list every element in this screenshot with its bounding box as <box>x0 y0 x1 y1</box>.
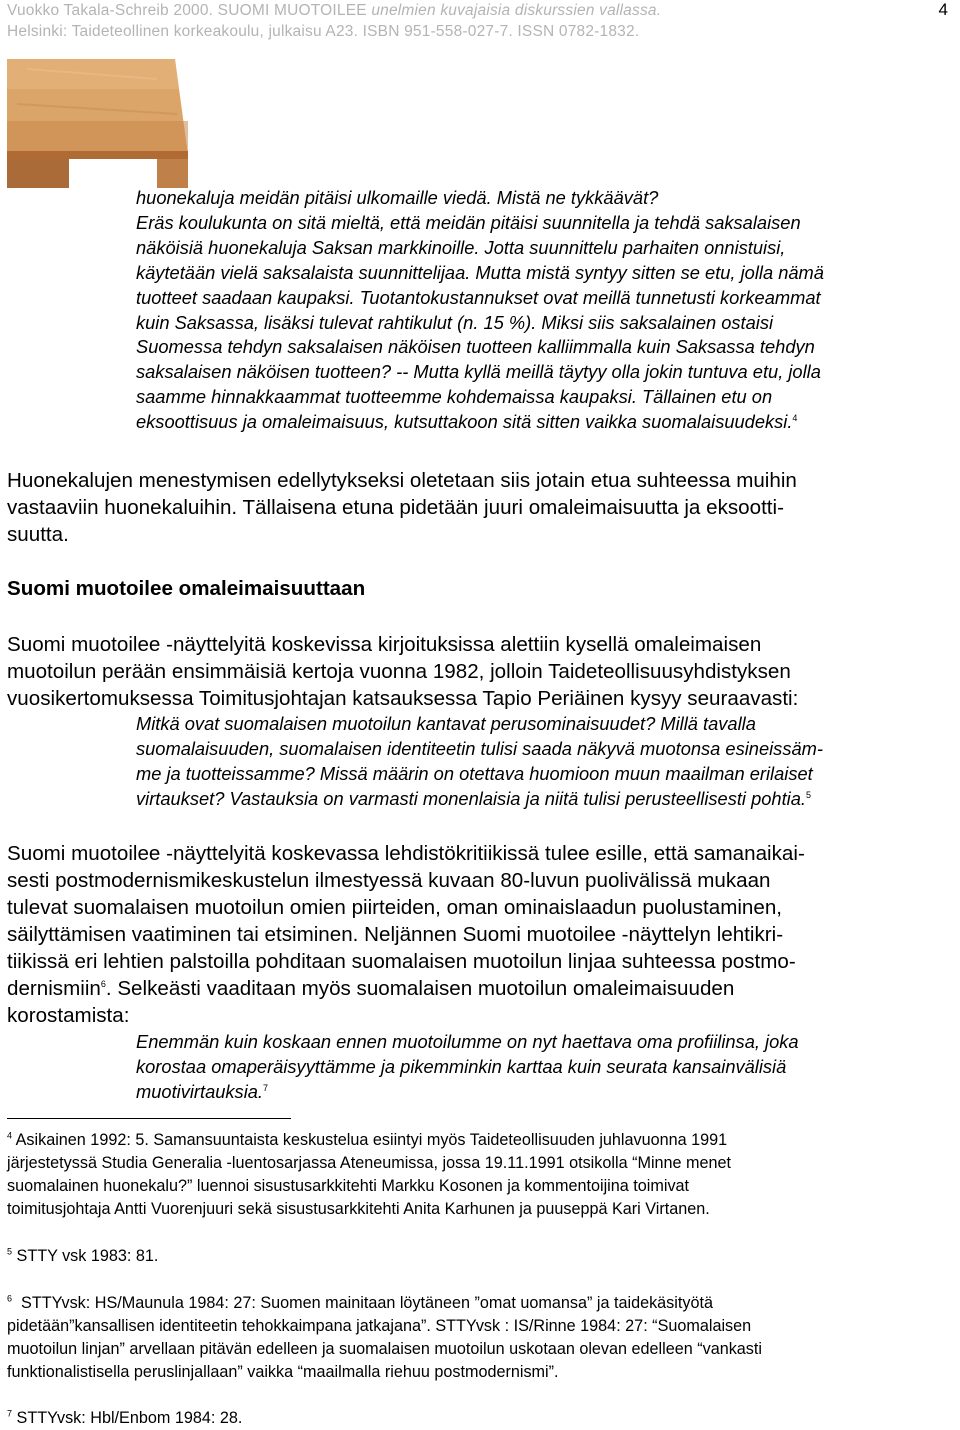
header-line-2: Helsinki: Taideteollinen korkeakoulu, julkaisu A23. ISBN 951-558-027-7. ISSN 0782-1832. <box>7 23 640 40</box>
quote-line: suomalaisuuden, suomalaisen identiteetin tulisi saada näkyvä muotonsa esineissäm- <box>136 737 823 759</box>
paragraph-advantage <box>7 467 953 548</box>
quote-line: Enemmän kuin koskaan ennen muotoilumme on nyt haettava oma profiilinsa, joka <box>136 1031 799 1052</box>
table-photo <box>7 59 188 188</box>
quote-line: huonekaluja meidän pitäisi ulkomaille viedä. Mistä ne tykkäävät? <box>136 187 659 208</box>
quote-line-text: muotivirtauksia. <box>136 1080 263 1102</box>
quote-line: korostaa omaperäisyyttämme ja pikemminkin karttaa kuin seurata kansainvälisiä <box>136 1055 787 1077</box>
footnote-ref-7[interactable]: 7 <box>263 1082 269 1093</box>
quote-line: kuin Saksassa, lisäksi tulevat rahtikulut (n. 15 %). Miksi siis saksalainen ostaisi <box>136 311 774 333</box>
quote-line: saksalaisen näköisen tuotteen? -- Mutta kyllä meillä täytyy olla jokin tuntuva etu, jolla <box>136 361 821 383</box>
paragraph-line: vuosikertomuksessa Toimitusjohtajan katsauksessa Tapio Periäinen kysyy seuraavasti: <box>7 687 799 710</box>
paragraph-line: tulevat suomalaisen muotoilun omien piirteiden, oman ominaislaadun puolustaminen, <box>7 896 783 919</box>
wooden-table-icon <box>7 59 188 188</box>
paragraph-line: vastaaviin huonekaluihin. Tällaisena etuna pidetään juuri omaleimaisuutta ja eksootti- <box>7 496 784 519</box>
footnote-7 <box>7 1407 953 1430</box>
footnote-6 <box>7 1292 953 1384</box>
footnote-number: 5 <box>7 1246 13 1257</box>
page-number: 4 <box>938 0 948 19</box>
quote-line <box>136 410 956 435</box>
quote-line: tuotteet saadaan kaupaksi. Tuotantokustannukset ovat meillä tunnetusti korkeammat <box>136 286 821 308</box>
quote-line-text: virtaukset? Vastauksia on varmasti monenlaisia ja niitä tulisi perusteellisesti pohtia. <box>136 787 806 809</box>
footnote-number: 6 <box>7 1293 13 1304</box>
footnote-ref-6[interactable]: 6 <box>100 979 106 990</box>
paragraph-line: Suomi muotoilee -näyttelyitä koskevassa lehdistökritiikissä tulee esille, että samanaikai- <box>7 842 805 865</box>
footnote-line <box>7 1407 953 1430</box>
quote-line <box>136 1080 956 1105</box>
paragraph-line: Suomi muotoilee -näyttelyitä koskevissa kirjoituksissa alettiin kysellä omaleimaisen <box>7 633 762 656</box>
footnote-number: 4 <box>7 1130 13 1141</box>
paragraph-line: tiikissä eri lehtien palstoilla pohditaan suomalaisen muotoilun linjaa suhteessa postmo- <box>7 950 796 973</box>
paragraph-line: suutta. <box>7 523 69 546</box>
paragraph-line: säilyttämisen vaatiminen tai etsiminen. Neljännen Suomi muotoilee -näyttelyn lehtikri- <box>7 923 784 946</box>
footnote-text: STTYvsk: Hbl/Enbom 1984: 28. <box>16 1409 243 1427</box>
paragraph-exhibitions <box>7 631 953 712</box>
section-heading: Suomi muotoilee omaleimaisuuttaan <box>7 577 366 600</box>
footnote-5 <box>7 1245 953 1268</box>
quote-furniture-export <box>136 186 956 435</box>
footnote-number: 7 <box>7 1408 13 1419</box>
quote-line: käytetään vielä saksalaista suunnittelijaa. Mutta mistä syntyy sitten se etu, jolla nämä <box>136 261 824 283</box>
quote-line: Mitkä ovat suomalaisen muotoilun kantavat perusominaisuudet? Millä tavalla <box>136 713 756 734</box>
footnote-ref-5[interactable]: 5 <box>805 789 811 800</box>
quote-line: Eräs koulukunta on sitä mieltä, että meidän pitäisi suunnitella ja tehdä saksalaisen <box>136 211 801 233</box>
footnote-ref-4[interactable]: 4 <box>792 413 798 424</box>
quote-line: Suomessa tehdyn saksalaisen näköisen tuotteen kalliimmalla kuin Saksassa tehdyn <box>136 336 815 358</box>
header-author-title: Vuokko Takala-Schreib 2000. SUOMI MUOTOILEE <box>7 2 372 19</box>
paragraph-line: korostamista: <box>7 1004 130 1027</box>
quote-line: saamme hinnakkaammat tuotteemme kohdemaissa kaupaksi. Tällainen etu on <box>136 386 773 408</box>
footnote-line <box>7 1129 953 1152</box>
quote-line: me ja tuotteissamme? Missä määrin on otettava huomioon muun maailman erilaiset <box>136 762 813 784</box>
quote-line: näköisiä huonekaluja Saksan markkinoille. Jotta suunnittelu parhaiten onnistuisi, <box>136 236 786 258</box>
footnote-line: suomalainen huonekalu?” luennoi sisustusarkkitehti Markku Kosonen ja kommentoijina toimivat <box>7 1177 690 1195</box>
paragraph-text: . Selkeästi vaaditaan myös suomalaisen muotoilun omaleimaisuuden <box>105 977 735 1000</box>
footnote-line: pidetään”kansallisen identiteetin tehokkaimpana jatkajana”. STTYvsk : IS/Rinne 1984: 27: “Suomalaisen <box>7 1317 752 1335</box>
footnote-4 <box>7 1129 953 1221</box>
footnote-line <box>7 1245 953 1268</box>
footnote-line: järjestetyssä Studia Generalia -luentosarjassa Ateneumissa, jossa 19.11.1991 otsikolla “Minne menet <box>7 1154 732 1172</box>
footnote-line: funktionalistisella peruslinjallaan” vaikka “maailmalla riehuu postmodernismi”. <box>7 1363 559 1381</box>
quote-periainen <box>136 712 956 812</box>
footnote-line <box>7 1292 953 1315</box>
paragraph-line: Huonekalujen menestymisen edellytykseksi oletetaan siis jotain etua suhteessa muihin <box>7 469 797 492</box>
footnote-line: toimitusjohtaja Antti Vuorenjuuri sekä sisustusarkkitehti Anita Karhunen ja puuseppä Kari Virtanen. <box>7 1200 710 1218</box>
paragraph-line: muotoilun perään ensimmäisiä kertoja vuonna 1982, jolloin Taideteollisuusyhdistyksen <box>7 660 791 683</box>
paragraph-line <box>7 975 953 1002</box>
paragraph-line: sesti postmodernismikeskustelun ilmestyessä kuvaan 80-luvun puolivälissä mukaan <box>7 869 771 892</box>
paragraph-criticism <box>7 840 953 1029</box>
header-subtitle: unelmien kuvajaisia diskurssien vallassa. <box>371 2 662 19</box>
quote-line-text: eksoottisuus ja omaleimaisuus, kutsuttakoon sitä sitten vaikka suomalaisuudeksi. <box>136 411 793 433</box>
footnote-separator <box>7 1118 291 1119</box>
footnote-line: muotoilun linjan” arvellaan pitävän edelleen ja suomalaisen muotoilun uskotaan olevan edelleen “vankasti <box>7 1340 762 1358</box>
paragraph-text: dernismiin <box>7 977 101 1000</box>
quote-line <box>136 787 956 812</box>
footnote-text: STTY vsk 1983: 81. <box>16 1247 159 1265</box>
footnote-text: STTYvsk: HS/Maunula 1984: 27: Suomen mainitaan löytäneen ”omat uomansa” ja taidekäsityötä <box>21 1294 713 1312</box>
header-line-1 <box>7 0 661 21</box>
running-header <box>7 0 661 42</box>
footnote-text: Asikainen 1992: 5. Samansuuntaista keskustelua esiintyi myös Taideteollisuuden juhlavuonna 1991 <box>15 1131 728 1149</box>
quote-profile <box>136 1030 956 1105</box>
